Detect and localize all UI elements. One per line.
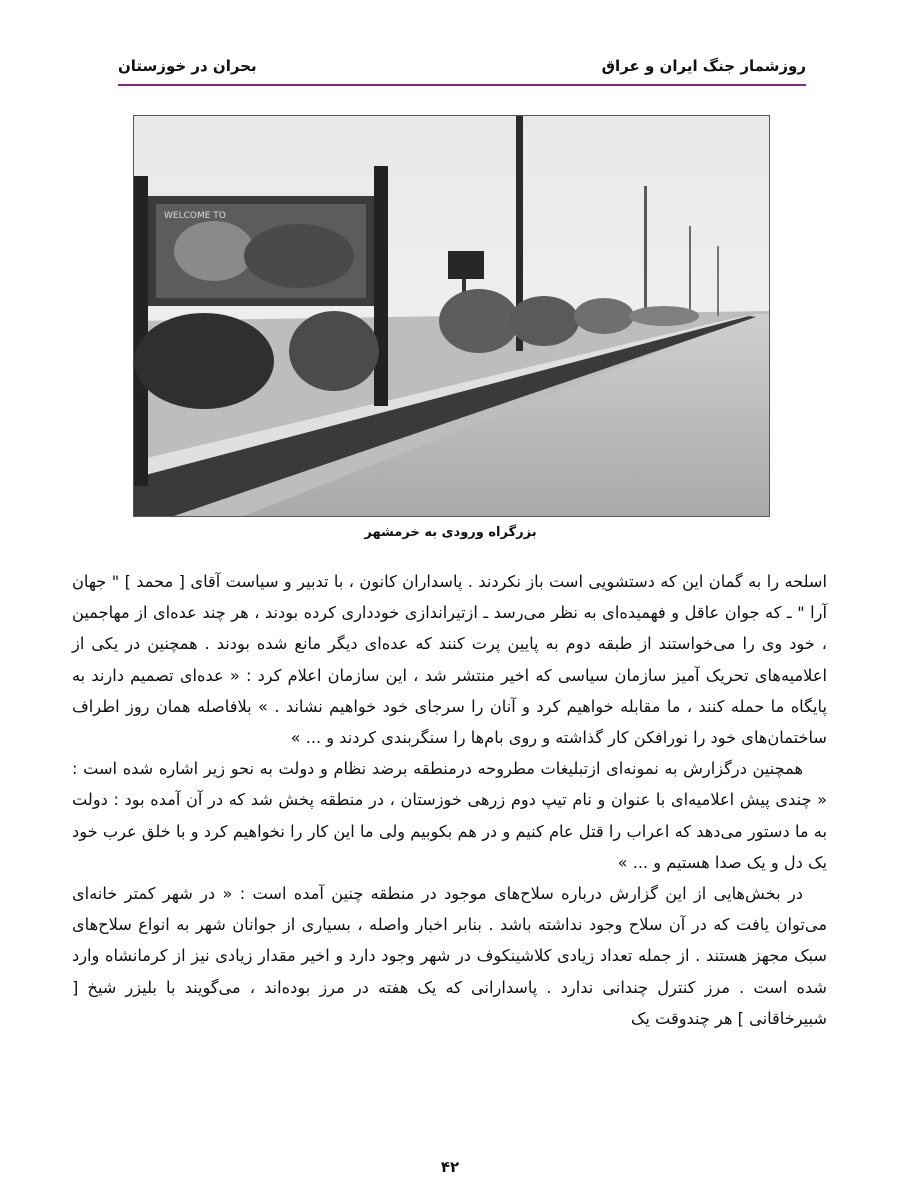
page-number: ۴۲ [440,1158,460,1176]
shrub [574,298,634,334]
billboard-post-left [134,176,148,486]
figure-caption: بزرگراه ورودی به خرمشهر [364,525,537,540]
header-book-title: روزشمار جنگ ایران و عراق [601,57,806,75]
small-sign [448,251,484,279]
shrub [629,306,699,326]
paragraph: در بخش‌هایی از این گزارش درباره سلاح‌های موجود در منطقه چنین آمده است : « در شهر کمتر خانه‌ای می‌توان یافت که در آن سلاح وجود نداشته باشد . بنابر اخبار واصله ، بسیاری از جوانان شهر به انواع سلاح‌های سبک مجهز هستند . از جمله تعداد زیادی کلاشینکوف در شهر وجود دارد و اخیر مقدار زیادی نیز از کرمانشاه وارد شده است . مرز کنترل چندانی ندارد . پاسدارانی که یک هفته در مرز بوده‌اند ، می‌گویند با بلیزر شیخ [ شبیرخاقانی ] هر چندوقت یک [72,884,827,1028]
distant-pole [717,246,719,316]
paragraph: همچنین درگزارش به نمونه‌ای ازتبلیغات مطروحه درمنطقه برضد نظام و دولت به نحو زیر اشاره شده است : « چندی پیش اعلامیه‌ای با عنوان و نام تیپ دوم زرهی خوزستان ، در منطقه پخش شد که در آن آمده بود : دولت به ما دستور می‌دهد که اعراب را قتل عام کنیم و در هم بکوبیم ولی ما این کار را نخواهیم کرد و با خلق عرب خود یک دل و یک صدا هستیم و ... » [72,759,827,872]
header-chapter-title: بحران در خوزستان [118,57,257,75]
running-header [118,46,806,86]
distant-pole [644,186,647,316]
billboard-text: WELCOME TO [164,211,226,221]
road-photo-illustration [134,116,769,516]
paragraph: اسلحه را به گمان این که دستشویی است باز نکردند . پاسداران کانون ، با تدبیر و سیاست آقای [ محمد ] " جهان آرا " ـ که جوان عاقل و فهمیده‌ای به نظر می‌رسد ـ ازتیراندازی خودداری کرده بودند ، هر چند عده‌ای از مهاجمین ، خود وی را می‌خواستند از طبقه دوم به پایین پرت کنند که عده‌ای دیگر مانع شده بودند . همچنین در یکی از اعلامیه‌های تحریک آمیز سازمان سیاسی که اخیر منتشر شد ، این سازمان اعلام کرد : « عده‌ای تصمیم دارند به پایگاه ما حمله کنند ، ما مقابله خواهیم کرد و آنان را سرجای خود خواهیم نشاند . » بلافاصله همان روز اطراف ساختمان‌های خود را نورافکن کار گذاشته و روی بام‌ها را سنگربندی کردند و ... » [72,572,827,748]
shrub [134,313,274,409]
billboard-map [244,224,354,288]
billboard-emblem [174,221,254,281]
shrub [439,289,519,353]
shrub [509,296,579,346]
road-photo [133,115,770,517]
distant-pole [689,226,691,316]
body-text [72,566,827,1034]
billboard-post-right [374,166,388,406]
shrub [289,311,379,391]
header-divider [118,84,806,86]
